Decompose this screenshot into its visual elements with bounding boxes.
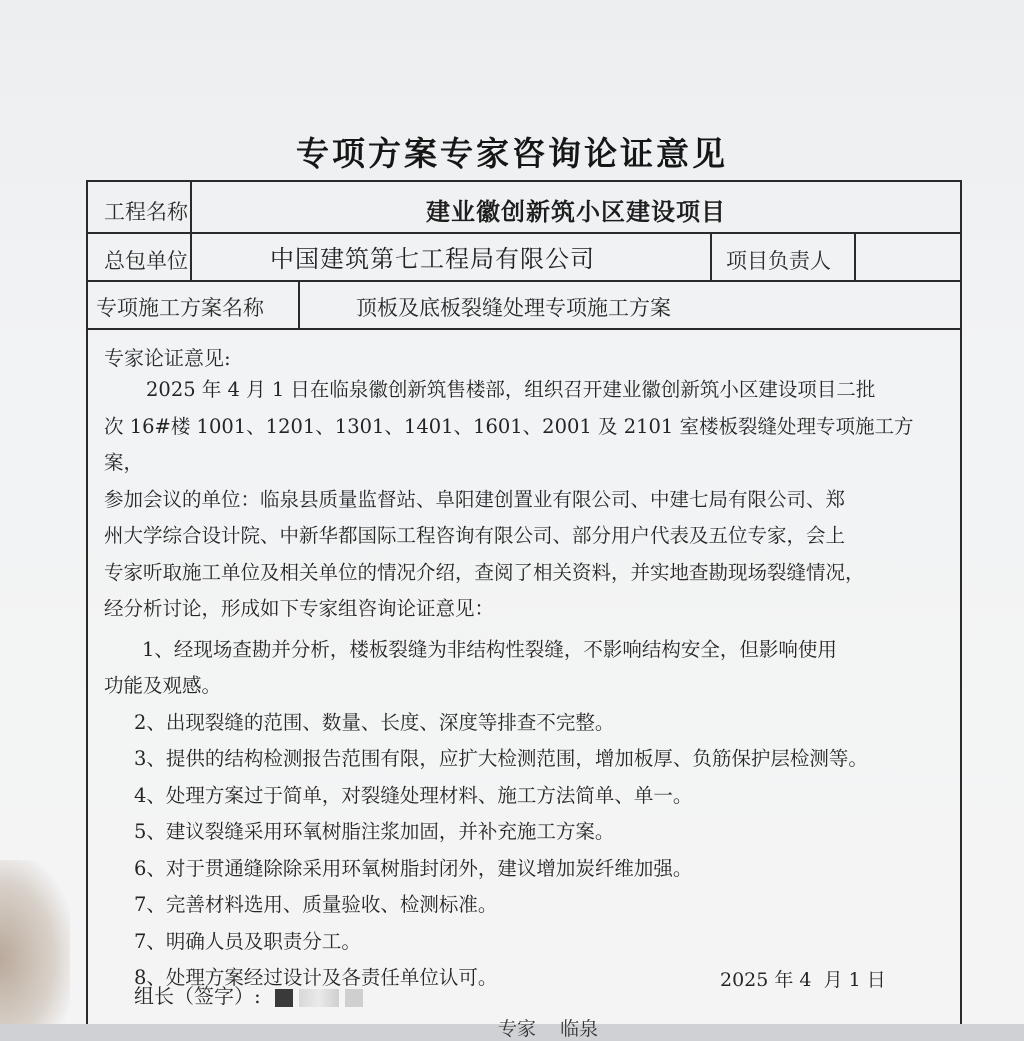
- intro-line: 参加会议的单位：临泉县质量监督站、阜阳建创置业有限公司、中建七局有限公司、郑: [104, 487, 846, 511]
- opinion-item: 1、经现场查勘并分析，楼板裂缝为非结构性裂缝，不影响结构安全，但影响使用: [142, 637, 837, 661]
- opinion-heading: 专家论证意见:: [104, 346, 231, 370]
- opinion-item: 5、建议裂缝采用环氧树脂注浆加固，并补充施工方案。: [134, 820, 615, 843]
- scheme-cell: [300, 280, 960, 328]
- opinion-body: [104, 372, 946, 997]
- opinion-item: 功能及观感。: [104, 674, 222, 697]
- leader-signature-line: [134, 980, 363, 1009]
- manager-cell: [856, 232, 960, 280]
- contractor-label-cell: [88, 232, 192, 280]
- opinion-item: 7、完善材料选用、质量验收、检测标准。: [134, 893, 498, 916]
- intro-line: 州大学综合设计院、中新华都国际工程咨询有限公司、部分用户代表及五位专家，会上: [104, 524, 846, 547]
- signature-redaction: [299, 989, 339, 1007]
- contractor-value: 中国建筑第七工程局有限公司: [270, 245, 595, 273]
- finger-shadow: [0, 860, 70, 1024]
- manager-label-cell: [712, 232, 856, 280]
- signature-redaction: [275, 989, 293, 1007]
- opinion-item: 7、明确人员及职责分工。: [134, 929, 361, 953]
- project-name-label: 工程名称: [104, 200, 188, 224]
- scheme-label-cell: [88, 280, 300, 328]
- intro-line: 2025 年 4 月 1 日在临泉徽创新筑售楼部，组织召开建业徽创新筑小区建设项目二批: [146, 378, 876, 401]
- opinion-item: 8、处理方案经过设计及各责任单位认可。: [134, 966, 498, 989]
- opinion-item: 6、对于贯通缝除除采用环氧树脂封闭外，建议增加炭纤维加强。: [134, 856, 693, 880]
- intro-line: 专家听取施工单位及相关单位的情况介绍，查阅了相关资料，并实地查勘现场裂缝情况，: [104, 560, 865, 584]
- opinion-item: 4、处理方案过于简单，对裂缝处理材料、施工方法简单、单一。: [134, 783, 693, 807]
- row-contractor: [88, 232, 960, 282]
- contractor-label: 总包单位: [104, 249, 188, 273]
- leader-label: 组长（签字）:: [134, 984, 261, 1008]
- document-title: 专项方案专家咨询论证意见: [296, 134, 728, 173]
- footer-partial-text: 专家 临泉: [498, 1018, 599, 1040]
- scheme-value: 顶板及底板裂缝处理专项施工方案: [356, 296, 671, 320]
- document-date: 2025 年 4 月 1 日: [720, 969, 886, 991]
- contractor-cell: [192, 232, 712, 280]
- opinion-item: 2、出现裂缝的范围、数量、长度、深度等排查不完整。: [134, 710, 615, 734]
- intro-line: 经分析讨论，形成如下专家组咨询论证意见：: [104, 597, 495, 620]
- opinion-item: 3、提供的结构检测报告范围有限，应扩大检测范围，增加板厚、负筋保护层检测等。: [134, 747, 868, 770]
- intro-line: 次 16#楼 1001、1201、1301、1401、1601、2001 及 2101 室楼板裂缝处理专项施工方案，: [104, 414, 914, 474]
- project-name-value: 建业徽创新筑小区建设项目: [426, 197, 726, 226]
- project-name-cell: [192, 182, 960, 232]
- signature-redaction: [345, 989, 363, 1007]
- manager-label: 项目负责人: [726, 249, 831, 273]
- row-project-name: [88, 182, 960, 234]
- row-scheme: [88, 280, 960, 330]
- scheme-label: 专项施工方案名称: [96, 296, 264, 320]
- project-name-label-cell: [88, 182, 192, 232]
- form-table: [86, 180, 962, 1040]
